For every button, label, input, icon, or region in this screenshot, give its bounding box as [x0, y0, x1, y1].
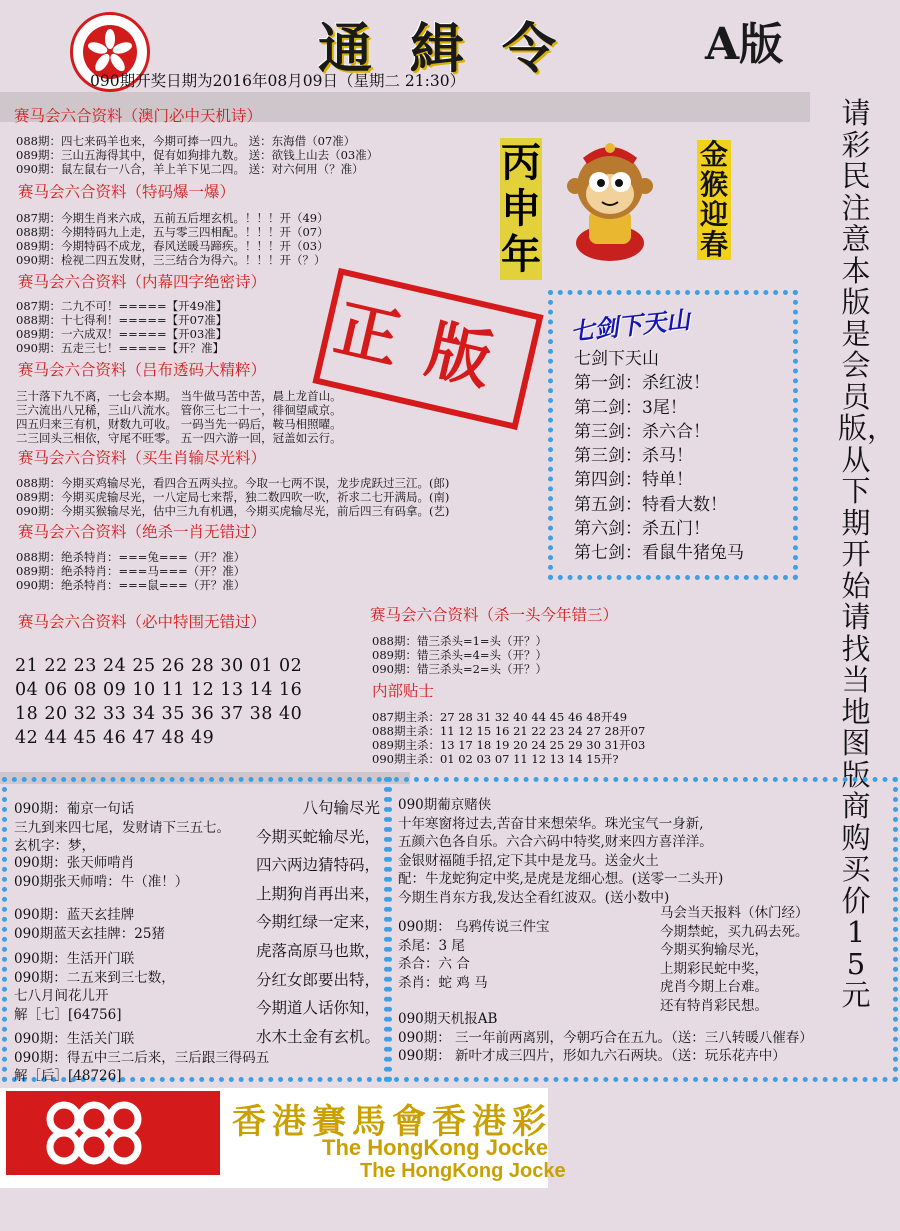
poem-line: 八句输尽光 [302, 799, 380, 817]
monkey-mascot-icon [555, 138, 665, 263]
list-item: 今期禁蛇，买九码去死。 [660, 923, 809, 940]
list-item: 三十落下九不离，一七会本期。 当牛做马苦中苦，晨上龙首山。 [16, 389, 342, 403]
list-item: 088期：绝杀特肖：===兔===（开？准） [16, 550, 246, 564]
jockey-club-logo [6, 1091, 220, 1175]
poem-line: 今期红绿一定来， [255, 913, 380, 932]
list-item: 解［七］[64756] [14, 1006, 122, 1023]
list-item: 解［后］[48726] [14, 1068, 122, 1085]
list-item: 金银财福随手招,定下其中是龙马。送金火土 [398, 852, 659, 869]
list-item: 第六剑：杀五门！ [574, 519, 710, 540]
list-item: 七八月间花儿开 [14, 988, 109, 1005]
list-item: 090期：蓝天玄挂牌 [14, 907, 135, 923]
list-item: 087期主杀：27 28 31 32 40 44 45 46 48开49 [372, 710, 628, 724]
list-item: 090期：检视二四五发财，三三结合为得六。！！！开（？） [16, 253, 326, 267]
poem-line: 今期道人话你知， [255, 999, 380, 1018]
section-2-lines [16, 211, 329, 267]
poem-line: 分红女郎要出特， [255, 970, 380, 989]
block-zhang-tianshi [14, 854, 188, 891]
poem-line: 四六两边猜特码， [255, 856, 380, 875]
list-item: 090期蓝天玄挂牌：25猪 [14, 925, 165, 942]
number-row: 18 20 32 33 34 35 36 37 38 40 [15, 704, 303, 724]
list-item: 四五归来三有机，财数九可收。 一码当先一码后，鞍马相照曜。 [16, 417, 342, 431]
list-item: 090期葡京赌侠 [398, 797, 492, 813]
block-lantian [14, 906, 165, 943]
list-item: 马会当天报料（休门经） [660, 905, 809, 921]
list-item: 今期买狗输尽光， [660, 942, 768, 959]
list-item: 第一剑：杀红波！ [574, 373, 710, 394]
list-item: 089期：今期买虎输尽光，一八定局七来帮，独二数四吹一吹，祈求二七开满局。(南) [16, 490, 450, 504]
block-gamble [398, 796, 723, 908]
vertical-notice: 请彩民注意本版是会员版，从下期开始请找当地图版商购买价15元 [838, 96, 897, 1012]
list-item: 088期主杀：11 12 15 16 21 22 23 24 27 28开07 [372, 724, 646, 738]
list-item: 杀肖：蛇 鸡 马 [398, 974, 488, 991]
section-5-lines [16, 476, 449, 518]
list-item: 088期：错三杀头=1=头（开？） [372, 634, 548, 648]
list-item: 上期彩民蛇中奖， [660, 960, 768, 977]
authentic-stamp: 正版 [312, 268, 543, 430]
list-item: 088期：十七得利！=====【开07准】 [16, 313, 228, 327]
section-1-lines [16, 134, 378, 176]
list-item: 玄机字：梦， [14, 838, 95, 855]
list-item: 090期张天师啃：牛（准！） [14, 873, 189, 890]
section-title-3: 赛马会六合资料（内幕四字绝密诗） [18, 273, 267, 291]
list-item: 杀尾：3 尾 [398, 937, 465, 954]
list-item: 090期： 新叶才成三四片，形如九六石两块。（送：玩乐花卉中） [398, 1048, 786, 1065]
list-item: 第三剑：杀马！ [574, 446, 693, 467]
list-item: 089期：错三杀头=4=头（开？） [372, 648, 548, 662]
list-item: 第四剑：特单！ [574, 470, 693, 491]
list-item: 配：牛龙蛇狗定中奖,是虎是龙细心想。(送零一二头开) [398, 871, 724, 888]
list-item: 088期：四七来码羊也来，今期可捧一四九。 送：东海借（07准） [16, 134, 356, 148]
list-item: 090期天机报AB [398, 1011, 498, 1027]
banner-english-text-2: The HongKong Jocke [360, 1160, 566, 1182]
list-item: 还有特肖彩民想。 [660, 997, 768, 1014]
list-item: 杀合：六 合 [398, 956, 470, 973]
number-row: 42 44 45 46 47 48 49 [15, 728, 215, 748]
list-item: 089期：一六成双！=====【开03准】 [16, 327, 228, 341]
greeting-label: 金猴迎春 [697, 140, 731, 260]
banner-chinese-text: 香港賽馬會香港彩 [232, 1102, 552, 1142]
list-item: 090期：绝杀特肖：===鼠===（开？准） [16, 578, 246, 592]
number-row: 04 06 08 09 10 11 12 13 14 16 [15, 680, 303, 700]
block-ab [398, 1010, 813, 1066]
page-title: 通緝令 [318, 16, 594, 80]
list-item: 090期：鼠左鼠右一八合，羊上羊下见二四。 送：对六何用（？准） [16, 162, 364, 176]
section-3-lines [16, 299, 227, 355]
number-row: 21 22 23 24 25 26 28 30 01 02 [15, 656, 303, 676]
block-crow [398, 918, 550, 992]
poem-line: 水木土金有玄机。 [255, 1027, 380, 1046]
banner-english-text-1: The HongKong Jocke [322, 1135, 549, 1160]
poem-line: 虎落高原马也欺， [255, 941, 380, 960]
list-item: 第七剑：看鼠牛猪兔马 [574, 543, 744, 564]
block-open-door [14, 950, 175, 1024]
section-title-1: 赛马会六合资料（澳门必中天机诗） [14, 107, 263, 125]
block-report [660, 904, 809, 1016]
list-item: 第二剑：3尾！ [574, 397, 687, 418]
section-title-2: 赛马会六合资料（特码爆一爆） [18, 183, 236, 201]
list-item: 二三回头三相依，守尾不旺零。 五一四六游一回，冠盖如云行。 [16, 431, 342, 445]
list-item: 090期：今期买猴输尽光，估中三九有机遇，今期买虎输尽光，前后四三有码拿。(艺) [16, 504, 450, 518]
list-item: 089期：三山五海得其中，促有如狗排九数。 送：欲钱上山去（03准） [16, 148, 379, 162]
section-title-8: 赛马会六合资料（杀一头今年错三） [370, 606, 619, 624]
list-item: 089期：绝杀特肖：===马===（开？准） [16, 564, 246, 578]
list-item: 089期主杀：13 17 18 19 20 24 25 29 30 31开03 [372, 738, 646, 752]
section-6-lines [16, 550, 245, 592]
list-item: 087期：今期生肖来六成，五前五后埋玄机。！！！开（49） [16, 211, 329, 225]
section-8-lines [372, 634, 547, 676]
list-item: 090期：错三杀头=2=头（开？） [372, 662, 548, 676]
seven-swords-list [574, 347, 744, 566]
list-item: 090期：五走三七！=====【开？准】 [16, 341, 225, 355]
list-item: 088期：今期买鸡输尽光，看四合五两头拉。今取一七两不误，龙步虎跃过三江。(郎) [16, 476, 450, 490]
list-item: 090期： 三一年前两离别，今朝巧合在五九。（送：三八转暖八催春） [398, 1029, 813, 1046]
edition-label: A版 [705, 19, 784, 70]
poem-line: 上期狗肖再出来， [255, 884, 380, 903]
draw-date: 090期开奖日期为2016年08月09日（星期二 21:30） [90, 72, 466, 90]
section-title-9: 内部贴士 [372, 682, 435, 700]
list-item: 第三剑：杀六合！ [574, 421, 710, 442]
list-item: 第五剑：特看大数！ [574, 494, 727, 515]
list-item: 今期生肖东方我,发达全看红波双。(送小数中) [398, 889, 670, 906]
list-item: 089期：今期特码不成龙，春风送暖马蹄疾。！！！开（03） [16, 239, 329, 253]
list-item: 090期：葡京一句话 [14, 801, 135, 817]
list-item: 三六流出八兄稀，三山八流水。 管你三七二十一，徘徊望咸京。 [16, 403, 342, 417]
block-poem-1 [14, 800, 230, 856]
list-item: 090期：生活关门联 [14, 1031, 135, 1047]
number-grid [15, 654, 302, 750]
list-item: 088期：今期特码九上走，五与零三四相配。！！！开（07） [16, 225, 329, 239]
list-item: 090期主杀：01 02 03 07 11 12 13 14 15开? [372, 752, 619, 766]
section-title-4: 赛马会六合资料（吕布透码大精粹） [18, 361, 267, 379]
section-9-lines [372, 710, 645, 766]
section-title-7: 赛马会六合资料（必中特围无错过） [18, 613, 267, 631]
section-title-6: 赛马会六合资料（绝杀一肖无错过） [18, 523, 267, 541]
list-item: 090期：生活开门联 [14, 951, 135, 967]
eight-line-poem [230, 794, 380, 1051]
poem-line: 今期买蛇输尽光， [255, 827, 380, 846]
list-item: 090期：张天师啃肖 [14, 855, 135, 871]
list-item: 090期：得五中三二后来，三后跟三得码五 [14, 1049, 270, 1066]
seven-swords-title: 七剑下天山 [569, 304, 692, 347]
year-label: 丙申年 [501, 139, 541, 278]
list-item: 十年寒窗将过去,苦奋甘来想荣华。珠光宝气一身新, [398, 815, 704, 832]
list-item: 090期： 乌鸦传说三件宝 [398, 919, 550, 935]
section-title-5: 赛马会六合资料（买生肖输尽光料） [18, 449, 267, 467]
list-item: 五颜六色各自乐。六合六码中特奖,财来四方喜洋洋。 [398, 834, 713, 851]
list-item: 090期：二五来到三七数， [14, 969, 175, 986]
list-item: 087期：二九不可！=====【开49准】 [16, 299, 228, 313]
list-item: 七剑下天山 [574, 349, 659, 369]
list-item: 虎肖今期上台难。 [660, 979, 768, 996]
section-4-lines [16, 389, 342, 445]
list-item: 三九到来四七尾，发财请下三五七。 [14, 819, 230, 836]
